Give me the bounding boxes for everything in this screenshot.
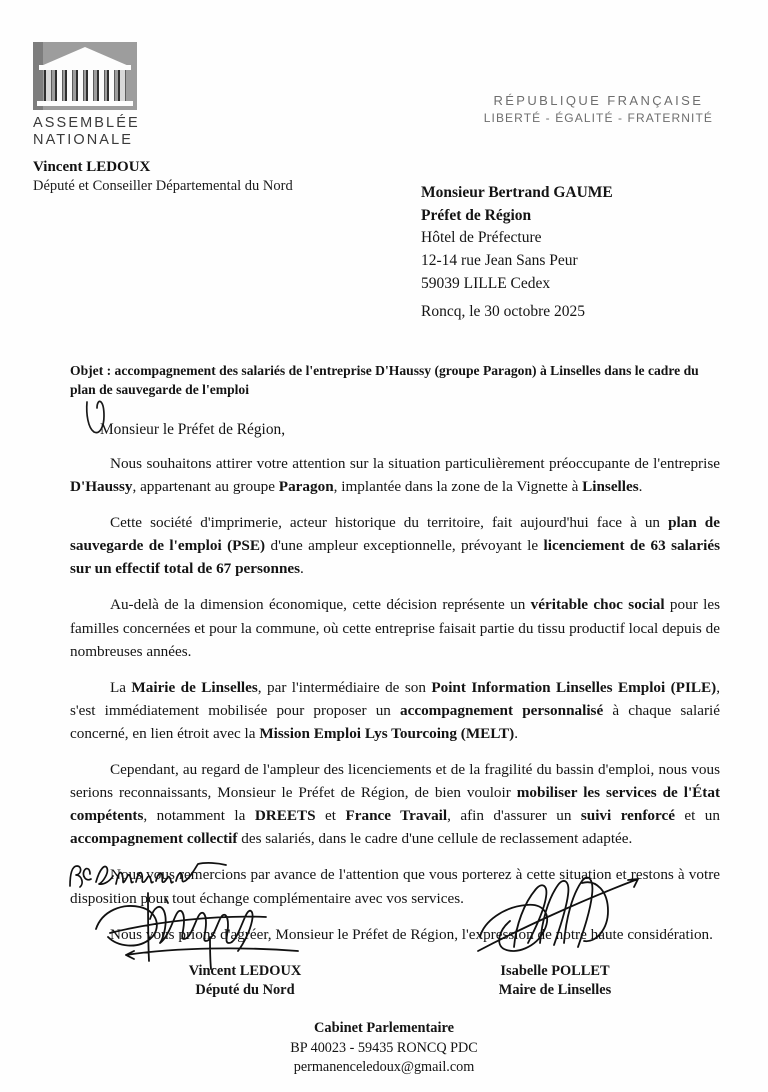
addressee-block [421,182,613,295]
p2-text-1: Cette société d'imprimerie, acteur historique du territoire, fait aujourd'hui face à un [110,514,669,532]
paragraph-3 [70,593,720,662]
p5-text-5: et un [674,807,720,825]
republique-line2: LIBERTÉ - ÉGALITÉ - FRATERNITÉ [483,111,713,126]
objet-text: accompagnement des salariés de l'entreprise D'Haussy (groupe Paragon) à Linselles dans le cadre du plan de sauvegarde de l'emploi [70,363,699,398]
p4-bold-1: Mairie de Linselles [131,678,258,696]
p1-text-1: Nous souhaitons attirer votre attention sur la situation particulièrement préoccupante de l'entreprise [110,455,720,472]
p4-text-5: . [514,724,519,742]
p4-bold-2: Point Information Linselles Emploi (PILE) [431,678,717,696]
p4-bold-3: accompagnement personnalisé [400,701,604,719]
p3-bold-1: véritable choc social [530,596,665,614]
paragraph-2 [70,511,720,580]
assemblee-nationale-building-icon [33,42,137,110]
letter-footer [0,1019,768,1078]
paragraph-4 [70,676,720,745]
p2-bold-1: plan de sauvegarde de l'emploi (PSE) [70,514,720,555]
republique-line1: RÉPUBLIQUE FRANÇAISE [493,93,704,108]
footer-address: BP 40023 - 59435 RONCQ PDC [290,1039,478,1056]
p5-text-2: , notamment la [143,807,255,825]
p6-text-1: Nous vous remercions par avance de l'attention que vous porterez à cette situation et restons à votre disposition pour tout échange complémentaire avec vos services. [70,866,720,907]
p2-text-2: d'une ampleur exceptionnelle, prévoyant le [265,537,544,555]
signature-left-role: Député du Nord [195,982,295,999]
p3-text-1: Au-delà de la dimension économique, cette décision représente un [110,596,531,614]
addressee-street: 12-14 rue Jean Sans Peur [421,251,578,269]
p5-text-4: , afin d'assurer un [447,807,581,825]
p5-bold-5: accompagnement collectif [70,830,238,848]
addressee-title: Préfet de Région [421,206,532,224]
p5-bold-2: DREETS [254,807,316,825]
p1-bold-1: D'Haussy [70,478,133,496]
paragraph-5 [70,758,720,850]
signature-caption-right [430,962,680,1000]
p7-text-1: Nous vous prions d'agréer, Monsieur le Préfet de Région, l'expression de notre haute considération. [110,925,713,943]
p2-text-3: . [300,560,304,578]
footer-office-name: Cabinet Parlementaire [313,1020,454,1036]
logo-wordmark-line2: NATIONALE [33,131,134,148]
logo-wordmark [33,115,363,149]
p1-bold-2: Paragon [278,478,334,496]
p5-text-1: Cependant, au regard de l'ampleur des licenciements et de la fragilité du bassin d'emploi, nous vous serions reconnaissants, Monsieur le Préfet de Région, de bien vouloir [70,761,720,802]
handwritten-signature-pollet [470,863,650,973]
dateline: Roncq, le 30 octobre 2025 [421,303,586,320]
p3-text-2: pour les familles concernées et pour la commune, où cette entreprise faisait partie du tissu productif local depuis de nombreuses années. [70,596,721,660]
p5-bold-1: mobiliser les services de l'État compétents [70,784,720,825]
addressee-city: 59039 LILLE Cedex [421,274,551,292]
p5-bold-4: suivi renforcé [580,807,675,825]
p4-text-2: , par l'intermédiaire de son [257,678,432,696]
paragraph-1 [70,452,720,498]
signature-right-role: Maire de Linselles [498,982,612,999]
signature-caption-left [120,962,370,1000]
republique-francaise-block [484,92,713,127]
signature-left-name: Vincent LEDOUX [188,963,302,979]
signature-right-name: Isabelle POLLET [500,963,610,979]
p1-bold-3: Linselles [582,478,639,496]
p5-bold-3: France Travail [345,807,448,825]
objet-label: Objet : [70,363,112,378]
objet-line [70,361,720,400]
salutation: Monsieur le Préfet de Région, [100,421,286,438]
p5-text-3: et [315,807,346,825]
p1-text-3: , implantée dans la zone de la Vignette à [333,478,583,496]
sender-role: Député et Conseiller Départemental du Nord [33,177,293,194]
letterhead [33,42,363,195]
p4-bold-4: Mission Emploi Lys Tourcoing (MELT) [259,724,515,742]
p4-text-4: à chaque salarié concerné, en lien étroit avec la [70,701,720,742]
addressee-name: Monsieur Bertrand GAUME [421,184,613,201]
addressee-org: Hôtel de Préfecture [421,229,542,247]
p5-text-6: des salariés, dans le cadre d'une cellule de reclassement adaptée. [237,830,633,848]
logo-wordmark-line1: ASSEMBLÉE [33,115,140,131]
p2-bold-2: licenciement de 63 salariés sur un effectif total de 67 personnes [70,537,720,578]
p4-text-3: , s'est immédiatement mobilisée pour proposer un [70,678,720,719]
p4-text-1: La [110,678,132,696]
p1-text-2: , appartenant au groupe [132,478,279,496]
sender-name: Vincent LEDOUX [33,158,151,175]
footer-email: permanenceledoux@gmail.com [293,1059,475,1076]
p1-text-4: . [638,478,643,496]
handwritten-signature-ledoux [88,877,378,972]
